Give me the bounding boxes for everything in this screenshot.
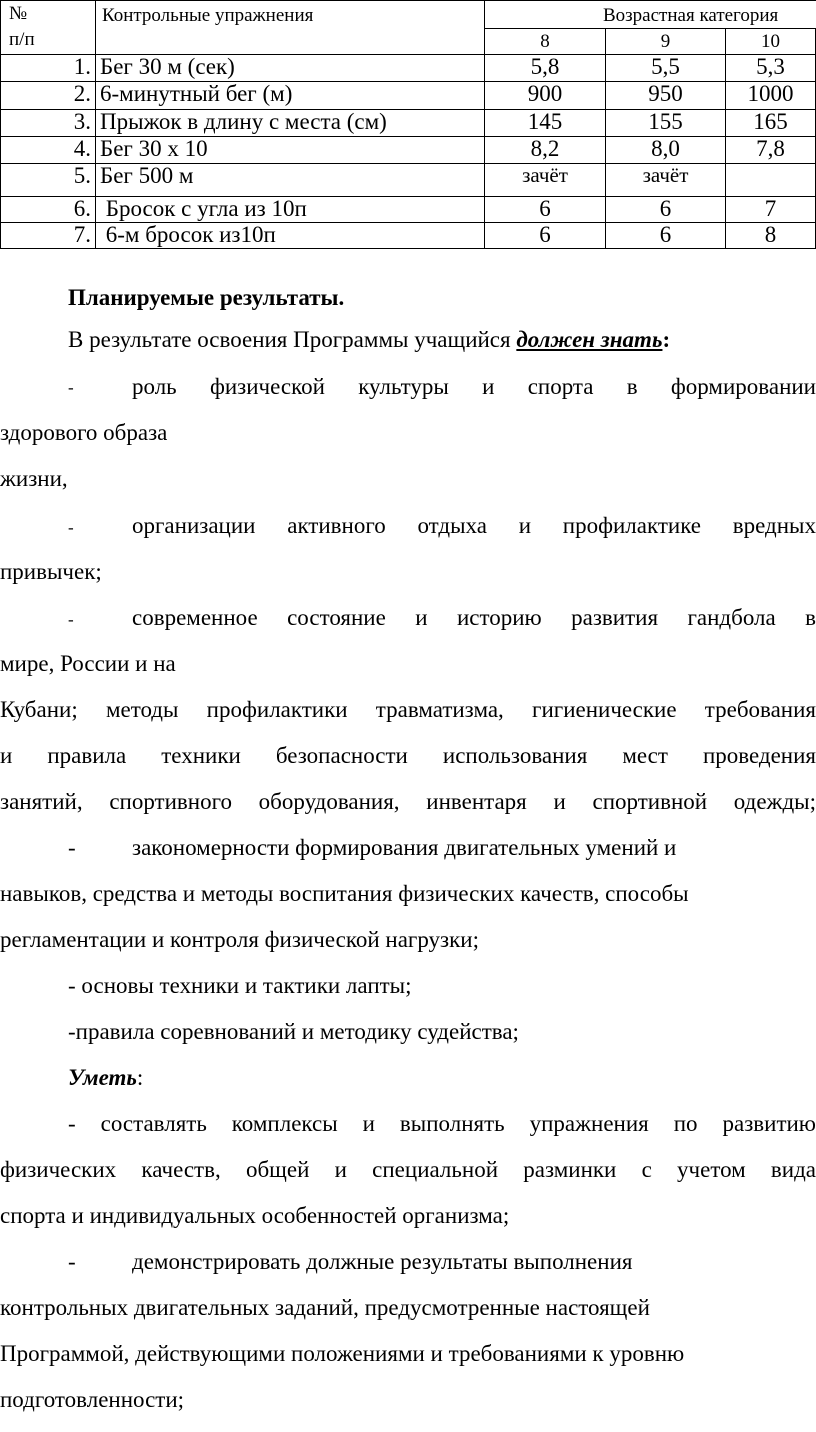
- row-value-8: 6: [485, 223, 606, 249]
- row-num: 5.: [1, 164, 96, 197]
- know3-line5-text: занятий, спортивного оборудования, инвентаря и спортивной одежды;: [0, 789, 816, 814]
- row-value-8: 8,2: [485, 137, 606, 164]
- row-exercise: 6-минутный бег (м): [96, 82, 485, 110]
- row-value-10: 5,3: [726, 55, 816, 82]
- intro-emphasis: должен знать: [516, 327, 663, 352]
- row-value-9: 8,0: [606, 137, 726, 164]
- row-num: 7.: [1, 223, 96, 249]
- row-exercise: Бег 30 х 10: [96, 137, 485, 164]
- header-age-10: 10: [726, 29, 816, 55]
- skill1-line1: [68, 1110, 816, 1137]
- table-row: [1, 197, 816, 223]
- row-value-9: 950: [606, 82, 726, 110]
- skill1-line3: спорта и индивидуальных особенностей организма;: [0, 1203, 510, 1228]
- row-value-9: 5,5: [606, 55, 726, 82]
- row-value-10: 7: [726, 197, 816, 223]
- bullet-dash: -: [68, 1249, 76, 1274]
- row-num: 1.: [1, 55, 96, 82]
- row-num: 6.: [1, 197, 96, 223]
- row-exercise: Прыжок в длину с места (см): [96, 110, 485, 137]
- know3-line4: [0, 742, 816, 769]
- table-row: [1, 223, 816, 249]
- skill2-line4: подготовленности;: [0, 1387, 185, 1412]
- table-header-row: [1, 1, 816, 29]
- header-age-8: 8: [485, 29, 606, 55]
- row-value-9: 155: [606, 110, 726, 137]
- intro-line: [68, 326, 670, 353]
- know1-line1-text: роль физической культуры и спорта в формировании: [132, 374, 816, 399]
- row-value-10: 165: [726, 110, 816, 137]
- row-value-10: [726, 164, 816, 197]
- bullet-dash: -: [68, 835, 76, 860]
- row-exercise: 6-м бросок из10п: [96, 223, 485, 249]
- know6: -правила соревнований и методику судейства;: [68, 1019, 519, 1044]
- table-row: [1, 164, 816, 197]
- header-num: [1, 1, 96, 55]
- table-row: [1, 82, 816, 110]
- header-age-category: Возрастная категория: [485, 1, 816, 29]
- bullet-dash: -: [68, 378, 74, 397]
- intro-text: В результате освоения Программы учащийся: [68, 327, 517, 352]
- skill1-line1-text: - составлять комплексы и выполнять упражнения по развитию: [68, 1111, 816, 1136]
- row-value-10: 7,8: [726, 137, 816, 164]
- row-exercise: Бег 30 м (сек): [96, 55, 485, 82]
- header-exercises: Контрольные упражнения: [96, 1, 485, 55]
- know3-line3-text: Кубани; методы профилактики травматизма, гигиенические требования: [0, 697, 816, 722]
- standards-table: [0, 0, 816, 249]
- table-row: [1, 137, 816, 164]
- know5: - основы техники и тактики лапты;: [68, 973, 412, 998]
- row-value-8: 145: [485, 110, 606, 137]
- skill1-line2-text: физических качеств, общей и специальной разминки с учетом вида: [0, 1157, 816, 1182]
- row-num: 4.: [1, 137, 96, 164]
- know1-line3: жизни,: [0, 466, 68, 491]
- know2-line1: [132, 512, 816, 539]
- know4-line2: навыков, средства и методы воспитания физических качеств, способы: [0, 881, 689, 906]
- skill2-line1: демонстрировать должные результаты выполнения: [132, 1249, 633, 1274]
- row-value-9: зачёт: [606, 164, 726, 197]
- know2-line2: привычек;: [0, 559, 102, 584]
- row-value-8: 5,8: [485, 55, 606, 82]
- skill2-line3: Программой, действующими положениями и требованиями к уровню: [0, 1341, 685, 1366]
- skill2-line2: контрольных двигательных заданий, предусмотренные настоящей: [0, 1295, 650, 1320]
- row-num: 2.: [1, 82, 96, 110]
- know3-line3: [0, 696, 816, 723]
- know4-line3: регламентации и контроля физической нагрузки;: [0, 927, 479, 952]
- know3-line2: мире, России и на: [0, 651, 176, 676]
- row-value-8: 6: [485, 197, 606, 223]
- header-age-9: 9: [606, 29, 726, 55]
- row-exercise: Бросок с угла из 10п: [96, 197, 485, 223]
- row-value-9: 6: [606, 197, 726, 223]
- skills-heading-colon: :: [136, 1065, 144, 1090]
- table-row: [1, 55, 816, 82]
- know1-line2: здорового образа: [0, 420, 168, 445]
- header-num-line1: №: [9, 3, 28, 24]
- section-heading: Планируемые результаты.: [68, 285, 345, 310]
- row-exercise: Бег 500 м: [96, 164, 485, 197]
- know3-line1-text: современное состояние и историю развития гандбола в: [132, 605, 816, 630]
- skills-heading-text: Уметь: [68, 1065, 137, 1090]
- know3-line4-text: и правила техники безопасности использования мест проведения: [0, 743, 816, 768]
- row-value-9: 6: [606, 223, 726, 249]
- skill1-line2: [0, 1156, 816, 1183]
- bullet-dash: -: [68, 518, 74, 537]
- know3-line1: [132, 604, 816, 631]
- row-value-8: 900: [485, 82, 606, 110]
- row-num: 3.: [1, 110, 96, 137]
- header-num-line2: п/п: [9, 29, 35, 50]
- row-value-8: зачёт: [485, 164, 606, 197]
- intro-colon: :: [662, 327, 671, 352]
- bullet-dash: -: [68, 610, 74, 629]
- know2-line1-text: организации активного отдыха и профилактике вредных: [132, 513, 816, 538]
- know1-line1: [132, 373, 816, 400]
- know4-line1: закономерности формирования двигательных умений и: [132, 835, 677, 860]
- row-value-10: 8: [726, 223, 816, 249]
- know3-line5: [0, 788, 816, 815]
- row-value-10: 1000: [726, 82, 816, 110]
- table-row: [1, 110, 816, 137]
- skills-heading: [68, 1064, 143, 1091]
